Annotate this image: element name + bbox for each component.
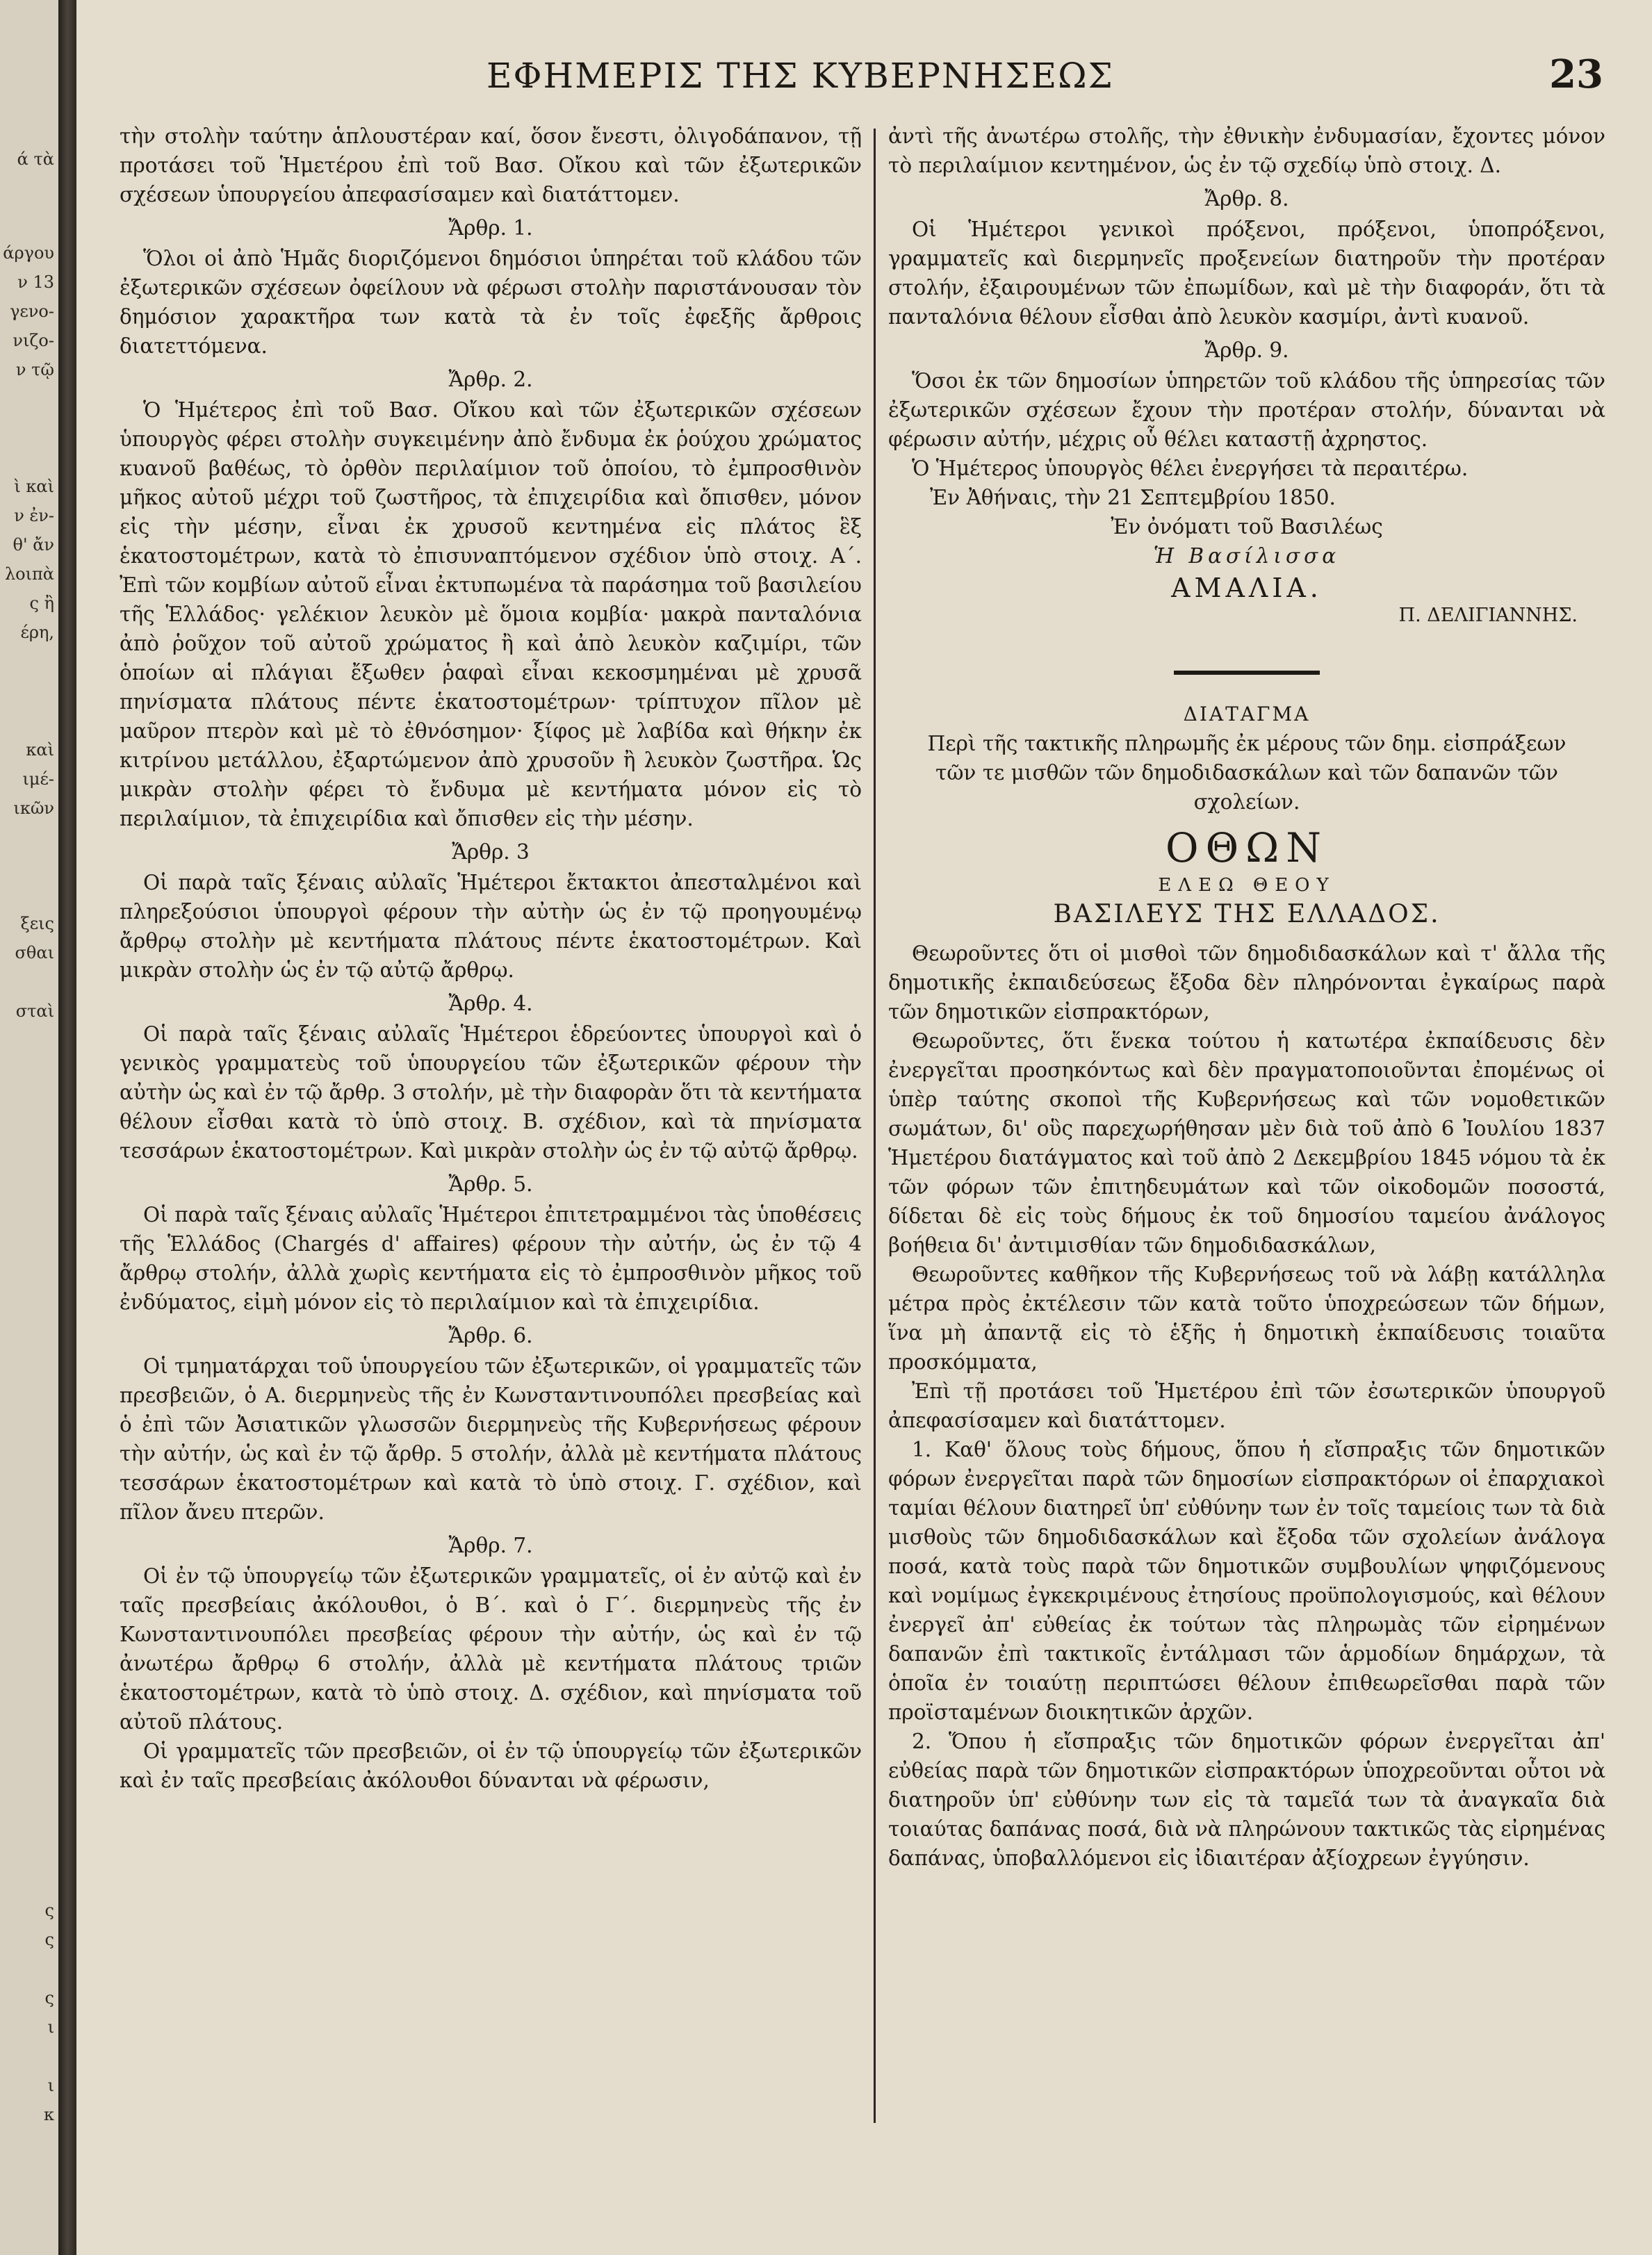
margin-fragment: γενο- — [10, 302, 54, 321]
article-text: Οἱ παρὰ ταῖς ξέναις αὐλαῖς Ἡμέτεροι ἑδρεύοντες ὑπουργοὶ καὶ ὁ γενικὸς γραμματεὺς τοῦ ὑπουργείου τῶν ἐξωτερικῶν φέρουν τὴν αὐτὴν ὡς καὶ ἐν τῷ ἄρθρ. 3 στολήν, μὲ τὴν διαφορὰν ὅτι τὰ κεντήματα θέλουν εἶσθαι κατὰ τὸ ὑπὸ στοιχ. Β. σχέδιον, καὶ τὰ πηνίσματα τεσσάρων ἑκατοστομέτρων. Καὶ μικρὰν στολὴν ὡς ἐν τῷ αὐτῷ ἄρθρῳ. — [120, 1022, 862, 1163]
article-text: Οἱ γραμματεῖς τῶν πρεσβειῶν, οἱ ἐν τῷ ὑπουργείῳ τῶν ἐξωτερικῶν καὶ ἐν ταῖς πρεσβείαις ἀκόλουθοι δύνανται νὰ φέρωσιν, — [120, 1739, 862, 1792]
king-name: ΟΘΩΝ — [1166, 824, 1328, 871]
section-separator — [1174, 671, 1320, 675]
column-divider — [874, 129, 876, 2123]
margin-fragment: ξεις — [20, 914, 54, 933]
proposal-paragraph: Ἐπὶ τῇ προτάσει τοῦ Ἡμετέρου ἐπὶ τῶν ἐσωτερικῶν ὑπουργοῦ ἀπεφασίσαμεν καὶ διατάττομεν. — [888, 1379, 1605, 1432]
article-text: Ὁ Ἡμέτερος ἐπὶ τοῦ Βασ. Οἴκου καὶ τῶν ἐξωτερικῶν σχέσεων ὑπουργὸς φέρει στολὴν συγκειμένην ἀπὸ ἔνδυμα ἐκ ῥούχου χρώματος κυανοῦ βαθέως, τὸ ὀρθὸν περιλαίμιον τοῦ ὁποίου, τὸ ἐμπροσθινὸν μῆκος αὐτοῦ μέχρι τοῦ ζωστῆρος, τὰ ἐπιχειρίδια καὶ ὄπισθεν, μόνον εἰς τὴν μέσην, εἶναι ἐκ χρυσοῦ κεντημένα εἰς πλάτος ἓξ ἑκατοστομέτρων, κατὰ τὸ ἐπισυναπτόμενον σχέδιον ὑπὸ στοιχ. Α΄. Ἐπὶ τῶν κομβίων αὐτοῦ εἶναι ἐκτυπωμένα τὰ παράσημα τοῦ βασιλείου τῆς Ἑλλάδος· γελέκιον λευκὸν μὲ ὅμοια κομβία· μακρὰ πανταλόνια ἀπὸ ῥοῦχον τοῦ αὐτοῦ χρώματος ἢ καὶ ἀπὸ λευκὸν καζιμίρι, τῶν ὁποίων αἱ πλάγιαι ἔξωθεν ῥαφαὶ εἶναι κεκοσμημέναι μὲ χρυσᾶ πηνίσματα πλάτους πέντε ἑκατοστομέτρων· τρίπτυχον πῖλον μὲ μαῦρον πτερὸν καὶ μὲ τὸ ἐθνόσημον· ξίφος μὲ λαβίδα καὶ θήκην ἐκ κιτρίνου μετάλλου, ἐξαρτώμενον ἀπὸ χρυσοῦν ἢ λευκὸν ζωστῆρα. Ὡς μικρὰν στολὴν φέρει τὸ ἔνδυμα μὲ κεντήματα μόνον εἰς τὸ περιλαίμιον, τὰ ἐπιχειρίδια καὶ ὄπισθεν εἰς τὴν μέσην. — [120, 398, 862, 830]
article-text: Ὅλοι οἱ ἀπὸ Ἡμᾶς διοριζόμενοι δημόσιοι ὑπηρέται τοῦ κλάδου τῶν ἐξωτερικῶν σχέσεων ὀφείλουν νὰ φέρωσι στολὴν παριστάνουσαν τὸν δημόσιον χαρακτῆρα των κατὰ τὰ ἐν τοῖς ἐφεξῆς ἄρθροις διατεττόμενα. — [120, 247, 862, 358]
left-column — [120, 122, 862, 1795]
margin-fragment: σταὶ — [15, 1001, 54, 1021]
article-text: Ὅσοι ἐκ τῶν δημοσίων ὑπηρετῶν τοῦ κλάδου τῆς ὑπηρεσίας τῶν ἐξωτερικῶν σχέσεων ἔχουν τὴν προτέραν στολήν, δύνανται νὰ φέρωσιν αὐτήν, μέχρις οὗ θέλει καταστῇ ἀχρηστος. — [888, 369, 1605, 451]
minister-signature: Π. ΔΕΛΙΓΙΑΝΝΗΣ. — [1398, 605, 1578, 626]
margin-fragment: ν 13 — [17, 272, 54, 292]
publication-title: ΕΦΗΜΕΡΙΣ ΤΗΣ ΚΥΒΕΡΝΗΣΕΩΣ — [486, 56, 1114, 96]
margin-fragment: έρη, — [20, 623, 54, 642]
margin-fragment: ὶ καὶ — [14, 477, 54, 496]
article-heading: Ἄρθρ. 3 — [452, 840, 530, 864]
margin-fragment: ς — [44, 1930, 54, 1949]
book-gutter — [58, 0, 76, 2255]
article-text: Οἱ τμηματάρχαι τοῦ ὑπουργείου τῶν ἐξωτερικῶν, οἱ γραμματεῖς τῶν πρεσβειῶν, ὁ Α. διερμηνεὺς τῆς ἐν Κωνσταντινουπόλει πρεσβείας καὶ ὁ ἐπὶ τῶν Ἀσιατικῶν γλωσσῶν διερμηνεὺς τῆς Κυβερνήσεως φέρουν τὴν αὐτήν, ὡς καὶ ἐν τῷ ἄρθρ. 5 στολήν, ἀλλὰ μὲ κεντήματα πλάτους τεσσάρων ἑκατοστομέτρων καὶ κατὰ τὸ ὑπὸ στοιχ. Γ. σχέδιον, καὶ πῖλον ἄνευ πτερῶν. — [120, 1354, 862, 1524]
margin-fragment: ά τὰ — [17, 149, 54, 169]
by-grace-line: ΕΛΕΩ ΘΕΟΥ — [1158, 875, 1336, 896]
queen-signature: ΑΜΑΛΙΑ. — [1171, 573, 1323, 603]
article-heading: Ἄρθρ. 9. — [1204, 338, 1289, 362]
article-heading: Ἄρθρ. 5. — [448, 1172, 533, 1196]
continuation-paragraph: ἀντὶ τῆς ἀνωτέρω στολῆς, τὴν ἐθνικὴν ἐνδυμασίαν, ἔχοντες μόνον τὸ περιλαίμιον κεντημένον, ὡς ἐν τῷ σχεδίῳ ὑπὸ στοιχ. Δ. — [888, 124, 1605, 177]
article-heading: Ἄρθρ. 4. — [448, 992, 533, 1015]
decree-subject: Περὶ τῆς τακτικῆς πληρωμῆς ἐκ μέρους τῶν δημ. εἰσπράξεων τῶν τε μισθῶν τῶν δημοδιδασκάλων καὶ τῶν δαπανῶν τῶν σχολείων. — [927, 732, 1567, 814]
decree-title: ΔΙΑΤΑΓΜΑ — [1183, 703, 1311, 725]
running-head — [76, 49, 1652, 104]
margin-fragment: ι — [47, 2017, 54, 2037]
adjacent-page-fragment — [0, 0, 58, 2255]
margin-fragment: ς — [44, 1988, 54, 2008]
article-text: Οἱ παρὰ ταῖς ξέναις αὐλαῖς Ἡμέτεροι ἔκτακτοι ἀπεσταλμένοι καὶ πληρεξούσιοι ὑπουργοὶ φέρουν τὴν αὐτὴν ὡς ἐν τῷ προηγουμένῳ ἄρθρῳ στολὴν μὲ κεντήματα πλάτους πέντε ἑκατοστομέτρων. Καὶ μικρὰν στολὴν ὡς ἐν τῷ αὐτῷ ἄρθρῳ. — [120, 871, 862, 982]
margin-fragment: ς ἢ — [29, 593, 54, 613]
margin-fragment: σθαι — [15, 943, 54, 962]
article-heading: Ἄρθρ. 7. — [448, 1534, 533, 1557]
preamble-paragraph: Θεωροῦντες, ὅτι ἕνεκα τούτου ἡ κατωτέρα ἐκπαίδευσις δὲν ἐνεργεῖται προσηκόντως καὶ δὲν πραγματοποιοῦνται ἐπομένως οἱ ὑπὲρ ταύτης σκοποὶ τῆς Κυβερνήσεως καὶ τῶν νομοθετικῶν σωμάτων, δι' οὓς παρεχωρήθησαν μὲν διὰ τοῦ ἀπὸ 6 Ἰουλίου 1837 Ἡμετέρου διατάγματος καὶ τοῦ ἀπὸ 2 Δεκεμβρίου 1845 νόμου τὰ ἐκ τῶν φόρων τῶν ἐπιτηδευμάτων καὶ τῶν οἰκοδομῶν ποσοστά, δίδεται δὲ εἰς τοὺς δήμους ἐκ τοῦ δημοσίου ταμείου ἀνάλογος βοήθεια δι' ἀντιμισθίαν τῶν δημοδιδασκάλων, — [888, 1029, 1605, 1257]
article-heading: Ἄρθρ. 1. — [448, 216, 533, 240]
article-text: Οἱ παρὰ ταῖς ξέναις αὐλαῖς Ἡμέτεροι ἐπιτετραμμένοι τὰς ὑποθέσεις τῆς Ἑλλάδος (Chargés d' affaires) φέρουν τὴν αὐτήν, ὡς ἐν τῷ 4 ἄρθρῳ στολήν, ἀλλὰ χωρὶς κεντήματα εἰς τὸ ἐμπροσθινὸν μῆκος τοῦ ἐνδύματος, εἰμὴ μόνον εἰς τὸ περιλαίμιον καὶ τὰ ἐπιχειρίδια. — [120, 1203, 862, 1314]
on-behalf-line: Ἐν ὀνόματι τοῦ Βασιλέως — [1111, 515, 1383, 539]
king-title: ΒΑΣΙΛΕΥΣ ΤΗΣ ΕΛΛΑΔΟΣ. — [1053, 900, 1441, 928]
intro-paragraph: τὴν στολὴν ταύτην ἁπλουστέραν καί, ὅσον ἔνεστι, ὀλιγοδάπανον, τῇ προτάσει τοῦ Ἡμετέρου ἐπὶ τοῦ Βασ. Οἴκου καὶ τῶν ἐξωτερικῶν σχέσεων ὑπουργείου ἀπεφασίσαμεν καὶ διατάττομεν. — [120, 124, 862, 206]
margin-fragment: θ' ἄν — [13, 535, 54, 555]
newspaper-page — [76, 0, 1652, 2255]
article-text: Οἱ ἐν τῷ ὑπουργείῳ τῶν ἐξωτερικῶν γραμματεῖς, οἱ ἐν αὐτῷ καὶ ἐν ταῖς πρεσβείαις ἀκόλουθοι, ὁ Β΄. καὶ ὁ Γ΄. διερμηνεὺς τῆς ἐν Κωνσταντινουπόλει πρεσβείας φέρουν τὴν αὐτήν, ὡς καὶ ἐν τῷ ἀνωτέρω ἄρθρῳ 6 στολήν, ἀλλὰ μὲ κεντήματα πλάτους τριῶν ἑκατοστομέτρων, κατὰ τὸ ὑπὸ στοιχ. Δ. σχέδιον, καὶ πηνίσματα τοῦ αὐτοῦ πλάτους. — [120, 1564, 862, 1734]
margin-fragment: άργου — [3, 243, 54, 263]
margin-fragment: καὶ — [26, 740, 54, 760]
preamble-paragraph: Θεωροῦντες ὅτι οἱ μισθοὶ τῶν δημοδιδασκάλων καὶ τ' ἄλλα τῆς δημοτικῆς ἐκπαιδεύσεως ἔξοδα δὲν πληρόνονται ἐγκαίρως παρὰ τῶν δημοτικῶν εἰσπρακτόρων, — [888, 942, 1605, 1024]
decree-point: 1. Καθ' ὅλους τοὺς δήμους, ὅπου ἡ εἴσπραξις τῶν δημοτικῶν φόρων ἐνεργεῖται παρὰ τῶν δημοσίων εἰσπρακτόρων οἱ ἐπαρχιακοὶ ταμίαι θέλουν διατηρεῖ ὑπ' εὐθύνην των ἐν τοῖς ταμείοις των τὰ διὰ μισθοὺς τῶν δημοδιδασκάλων καὶ ἔξοδα τῶν σχολείων ἀνάλογα ποσά, κατὰ τοὺς παρὰ τῶν δημοτικῶν συμβουλίων ψηφιζόμενους καὶ νομίμως ἐγκεκριμένους ἐτησίους προϋπολογισμούς, καὶ θέλουν ἐνεργεῖ ἀπ' εὐθείας ἐκ τούτων τὰς πληρωμὰς τῶν εἰρημένων δαπανῶν ἐπὶ τακτικοῖς ἐντάλμασι τῶν ἁρμοδίων δημάρχων, τὰ ὁποῖα ἐν τοιαύτῃ περιπτώσει θέλουν ἐπιθεωρεῖσθαι παρὰ τῶν προϊσταμένων διοικητικῶν ἀρχῶν. — [888, 1438, 1605, 1724]
article-heading: Ἄρθρ. 8. — [1204, 187, 1289, 211]
margin-fragment: ν τῷ — [15, 360, 54, 379]
article-text: Οἱ Ἡμέτεροι γενικοὶ πρόξενοι, πρόξενοι, ὑποπρόξενοι, γραμματεῖς καὶ διερμηνεῖς προξενείων διατηροῦν τὴν προτέραν στολήν, ἐξαιρουμένων τῶν ἐπωμίδων, καὶ μὲ τὴν διαφοράν, ὅτι τὰ πανταλόνια θέλουν εἶσθαι ἀπὸ λευκὸν κασμίρι, ἀντὶ κυανοῦ. — [888, 218, 1605, 329]
margin-fragment: ς — [44, 1901, 54, 1920]
date-line: Ἐν Ἀθήναις, τὴν 21 Σεπτεμβρίου 1850. — [930, 486, 1336, 509]
margin-fragment: λοιπὰ — [4, 564, 54, 584]
margin-fragment: ιμέ- — [22, 769, 54, 789]
decree-point: 2. Ὅπου ἡ εἴσπραξις τῶν δημοτικῶν φόρων ἐνεργεῖται ἀπ' εὐθείας παρὰ τῶν δημοτικῶν εἰσπρακτόρων ὑποχρεοῦνται οὗτοι νὰ διατηροῦν ὑπ' εὐθύνην των εἰς τὰ ταμεῖά των τὰ ἀναγκαῖα διὰ τοιαύτας δαπάνας ποσά, διὰ νὰ πληρώνουν τακτικῶς τὰς εἰρημένας δαπάνας, ὑποβαλλόμενοι εἰς ἰδιαιτέραν ἀξίοχρεων ἐγγύησιν. — [888, 1730, 1605, 1870]
preamble-paragraph: Θεωροῦντες καθῆκον τῆς Κυβερνήσεως τοῦ νὰ λάβῃ κατάλληλα μέτρα πρὸς ἐκτέλεσιν τῶν κατὰ τοῦτο ὑποχρεώσεων τῶν δήμων, ἵνα μὴ ἀπαντᾷ εἰς τὸ ἑξῆς ἡ δημοτικὴ ἐκπαίδευσις τοιαῦτα προσκόμματα, — [888, 1263, 1605, 1374]
article-heading: Ἄρθρ. 6. — [448, 1324, 533, 1347]
margin-fragment: ικῶν — [13, 798, 54, 818]
margin-fragment: ι — [47, 2076, 54, 2095]
page-number: 23 — [1549, 51, 1603, 97]
margin-fragment: κ — [44, 2105, 54, 2124]
article-heading: Ἄρθρ. 2. — [448, 368, 533, 391]
queen-line: Ἡ Βασίλισσα — [1153, 544, 1341, 568]
margin-fragment: ν ἐν- — [14, 506, 54, 525]
execution-clause: Ὁ Ἡμέτερος ὑπουργὸς θέλει ἐνεργήσει τὰ περαιτέρω. — [912, 457, 1469, 480]
margin-fragment: νιζο- — [13, 331, 54, 350]
right-column — [888, 122, 1605, 1873]
